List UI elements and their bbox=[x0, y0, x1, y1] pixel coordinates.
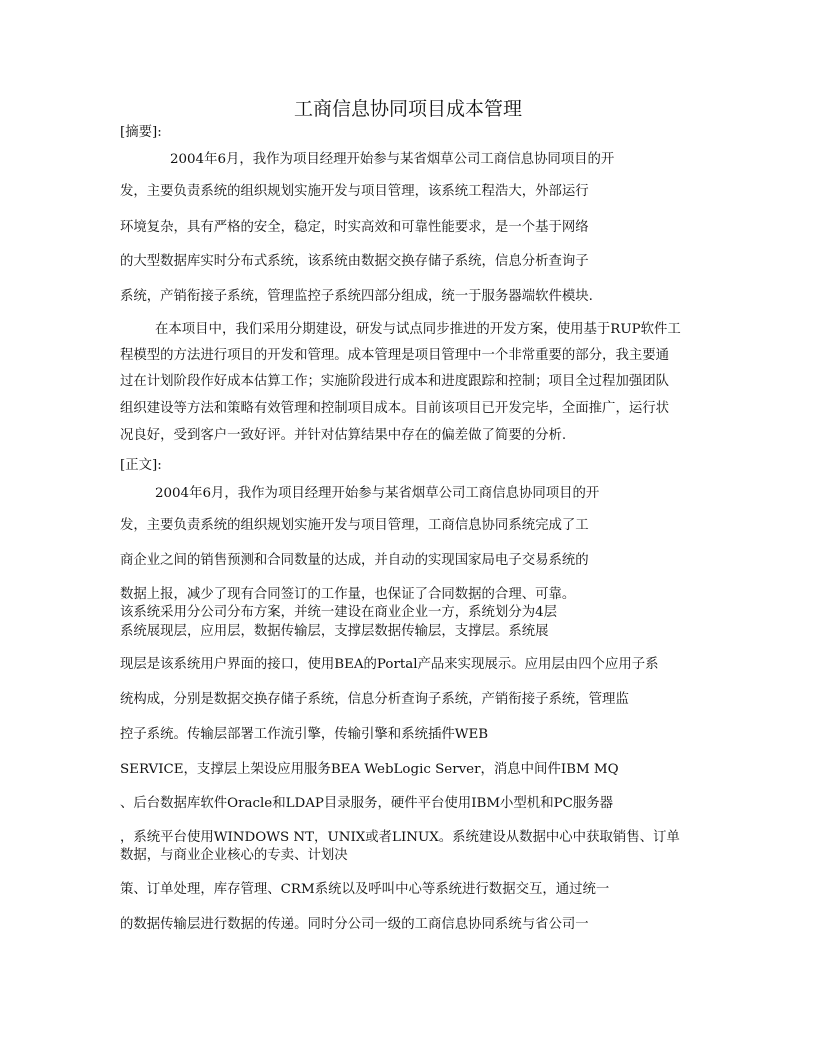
abstract-p1-line: 2004年6月，我作为项目经理开始参与某省烟草公司工商信息协同项目的开 bbox=[170, 152, 615, 167]
abstract-p2-line: 程模型的方法进行项目的开发和管理。成本管理是项目管理中一个非常重要的部分，我主要通 bbox=[120, 348, 670, 363]
abstract-p1-line: 发，主要负责系统的组织规划实施开发与项目管理，该系统工程浩大，外部运行 bbox=[120, 184, 589, 199]
abstract-p2-line: 况良好，受到客户一致好评。并针对估算结果中存在的偏差做了简要的分析. bbox=[120, 428, 567, 443]
abstract-p1-line: 系统，产销衔接子系统，管理监控子系统四部分组成，统一于服务器端软件模块. bbox=[120, 289, 593, 304]
body-line: 的数据传输层进行数据的传递。同时分公司一级的工商信息协同系统与省公司一 bbox=[120, 917, 589, 932]
body-line: 数据上报，减少了现有合同签订的工作量，也保证了合同数据的合理、可靠。 bbox=[120, 587, 576, 602]
body-line: 商企业之间的销售预测和合同数量的达成，并自动的实现国家局电子交易系统的 bbox=[120, 553, 589, 568]
body-line: 系统展现层，应用层，数据传输层，支撑层数据传输层，支撑层。系统展 bbox=[120, 624, 549, 639]
abstract-p2-line: 组织建设等方法和策略有效管理和控制项目成本。目前该项目已开发完毕，全面推广，运行状 bbox=[120, 401, 670, 416]
body-line: SERVICE，支撑层上架设应用服务BEA WebLogic Server，消息中间件IBM MQ bbox=[120, 762, 619, 777]
body-line: 数据，与商业企业核心的专卖、计划决 bbox=[120, 848, 348, 863]
abstract-p1-line: 环境复杂，具有严格的安全，稳定，时实高效和可靠性能要求，是一个基于网络 bbox=[120, 220, 589, 235]
abstract-p2-line: 在本项目中，我们采用分期建设，研发与试点同步推进的开发方案，使用基于RUP软件工 bbox=[155, 322, 681, 337]
document-title: 工商信息协同项目成本管理 bbox=[293, 98, 522, 120]
body-line: 2004年6月，我作为项目经理开始参与某省烟草公司工商信息协同项目的开 bbox=[155, 486, 600, 501]
abstract-p2-line: 过在计划阶段作好成本估算工作；实施阶段进行成本和进度跟踪和控制；项目全过程加强团队 bbox=[120, 374, 670, 389]
body-line: 该系统采用分公司分布方案，并统一建设在商业企业一方，系统划分为4层 bbox=[120, 605, 558, 620]
abstract-p1-line: 的大型数据库实时分布式系统，该系统由数据交换存储子系统，信息分析查询子 bbox=[120, 254, 589, 269]
body-heading: [正文]: bbox=[120, 458, 162, 473]
body-line: 发，主要负责系统的组织规划实施开发与项目管理，工商信息协同系统完成了工 bbox=[120, 518, 589, 533]
abstract-heading: [摘要]: bbox=[120, 125, 162, 140]
body-line: 统构成，分别是数据交换存储子系统，信息分析查询子系统，产销衔接子系统，管理监 bbox=[120, 692, 629, 707]
body-line: 控子系统。传输层部署工作流引擎，传输引擎和系统插件WEB bbox=[120, 727, 489, 742]
body-line: ，系统平台使用WINDOWS NT，UNIX或者LINUX。系统建设从数据中心中获取销售、订单 bbox=[120, 830, 680, 845]
body-line: 策、订单处理，库存管理、CRM系统以及呼叫中心等系统进行数据交互，通过统一 bbox=[120, 882, 610, 897]
body-line: 现层是该系统用户界面的接口，使用BEA的Portal产品来实现展示。应用层由四个应用子系 bbox=[120, 657, 659, 672]
body-line: 、后台数据库软件Oracle和LDAP目录服务，硬件平台使用IBM小型机和PC服务器 bbox=[120, 796, 614, 811]
